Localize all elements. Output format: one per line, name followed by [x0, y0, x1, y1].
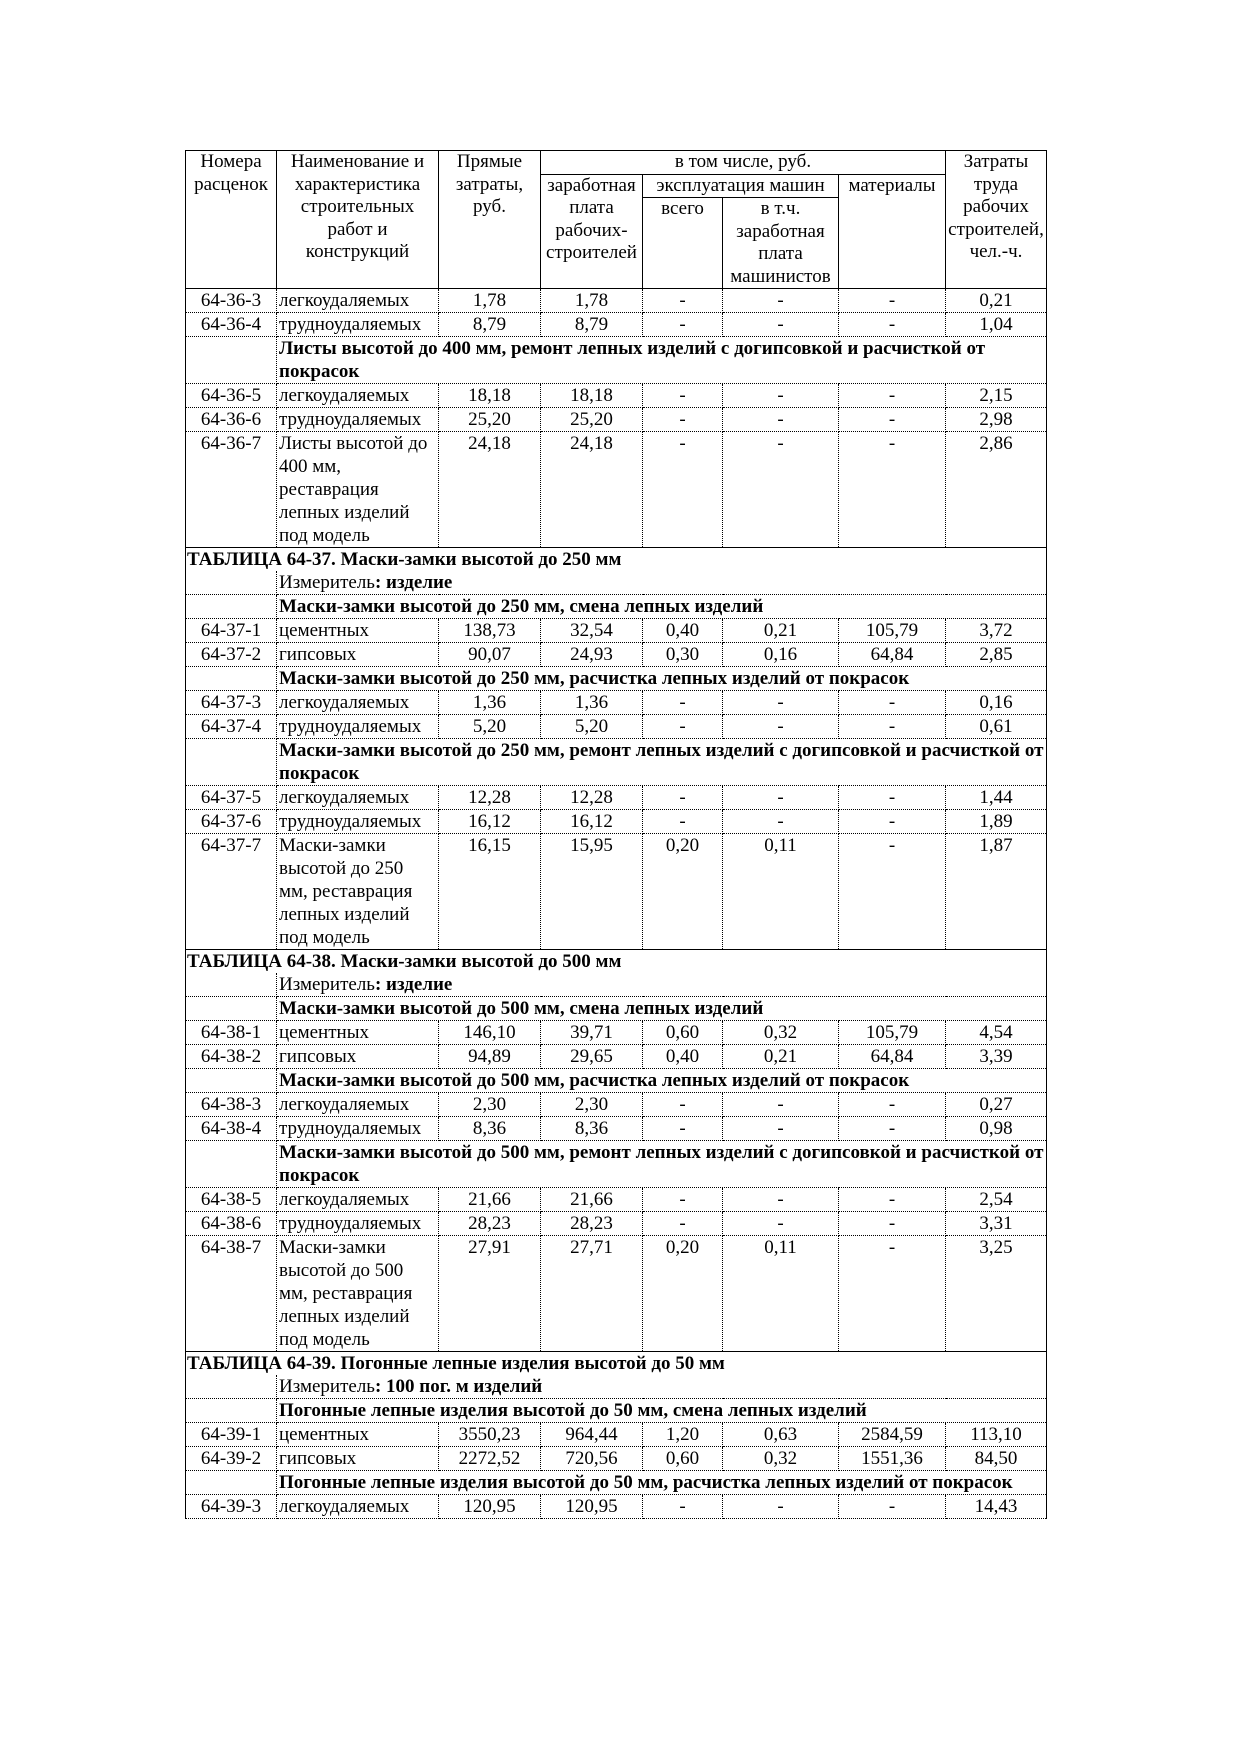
wage-value: 1,78 — [541, 289, 643, 313]
machinist-wage: - — [723, 1495, 839, 1519]
work-name: трудноудаляемых — [277, 1117, 439, 1141]
work-name: Маски-замки высотой до 250 мм, реставрация лепных изделий под модель — [277, 834, 439, 950]
table-row — [186, 1117, 1047, 1141]
wage-value: 29,65 — [541, 1045, 643, 1069]
machinist-wage: - — [723, 715, 839, 739]
direct-costs: 8,36 — [439, 1117, 541, 1141]
table-row — [186, 384, 1047, 408]
machines-total: 0,20 — [643, 1236, 723, 1352]
materials-value: - — [839, 834, 946, 950]
subsection-row — [186, 1069, 1047, 1093]
subsection-title: Погонные лепные изделия высотой до 50 мм, смена лепных изделий — [277, 1399, 1047, 1423]
materials-value: - — [839, 1188, 946, 1212]
wage-value: 8,79 — [541, 313, 643, 337]
rate-code: 64-39-1 — [186, 1423, 277, 1447]
machines-total: - — [643, 691, 723, 715]
machinist-wage: - — [723, 1188, 839, 1212]
labor-value: 14,43 — [946, 1495, 1047, 1519]
subsection-row — [186, 1141, 1047, 1188]
machinist-wage: - — [723, 408, 839, 432]
table-heading-row — [186, 950, 1047, 974]
labor-value: 1,89 — [946, 810, 1047, 834]
labor-value: 4,54 — [946, 1021, 1047, 1045]
work-name: трудноудаляемых — [277, 313, 439, 337]
materials-value: - — [839, 1117, 946, 1141]
direct-costs: 16,15 — [439, 834, 541, 950]
rate-code: 64-37-3 — [186, 691, 277, 715]
machines-total: - — [643, 1495, 723, 1519]
rate-code: 64-38-2 — [186, 1045, 277, 1069]
wage-value: 39,71 — [541, 1021, 643, 1045]
labor-value: 2,86 — [946, 432, 1047, 548]
measure-row — [186, 1375, 1047, 1399]
labor-value: 0,61 — [946, 715, 1047, 739]
subsection-code-cell — [186, 739, 277, 786]
work-name: трудноудаляемых — [277, 1212, 439, 1236]
subsection-code-cell — [186, 997, 277, 1021]
machinist-wage: - — [723, 313, 839, 337]
labor-value: 3,31 — [946, 1212, 1047, 1236]
direct-costs: 21,66 — [439, 1188, 541, 1212]
direct-costs: 16,12 — [439, 810, 541, 834]
measure-label: Измеритель — [279, 974, 375, 995]
table-body — [186, 289, 1047, 1519]
machines-total: - — [643, 786, 723, 810]
labor-value: 0,21 — [946, 289, 1047, 313]
rate-code: 64-36-4 — [186, 313, 277, 337]
direct-costs: 120,95 — [439, 1495, 541, 1519]
wage-value: 32,54 — [541, 619, 643, 643]
direct-costs: 25,20 — [439, 408, 541, 432]
rate-code: 64-37-4 — [186, 715, 277, 739]
rate-code: 64-38-6 — [186, 1212, 277, 1236]
measure-code-cell — [186, 1375, 277, 1399]
materials-value: - — [839, 1093, 946, 1117]
machinist-wage: 0,32 — [723, 1447, 839, 1471]
wage-value: 28,23 — [541, 1212, 643, 1236]
wage-value: 27,71 — [541, 1236, 643, 1352]
materials-value: - — [839, 432, 946, 548]
machinist-wage: - — [723, 1117, 839, 1141]
subsection-code-cell — [186, 337, 277, 384]
table-heading: ТАБЛИЦА 64-37. Маски-замки высотой до 250 мм — [186, 548, 1047, 572]
machines-total: 0,30 — [643, 643, 723, 667]
header-wage: заработная плата рабочих-строителей — [541, 174, 643, 289]
materials-value: 1551,36 — [839, 1447, 946, 1471]
direct-costs: 90,07 — [439, 643, 541, 667]
direct-costs: 2,30 — [439, 1093, 541, 1117]
subsection-code-cell — [186, 1471, 277, 1495]
wage-value: 12,28 — [541, 786, 643, 810]
rate-code: 64-37-2 — [186, 643, 277, 667]
table-row — [186, 1495, 1047, 1519]
labor-value: 113,10 — [946, 1423, 1047, 1447]
wage-value: 964,44 — [541, 1423, 643, 1447]
machinist-wage: 0,63 — [723, 1423, 839, 1447]
machines-total: - — [643, 715, 723, 739]
measure-unit — [277, 1375, 1047, 1399]
table-heading-row — [186, 548, 1047, 572]
labor-value: 1,04 — [946, 313, 1047, 337]
work-name: Листы высотой до 400 мм, реставрация лепных изделий под модель — [277, 432, 439, 548]
table-row — [186, 619, 1047, 643]
rate-code: 64-38-1 — [186, 1021, 277, 1045]
direct-costs: 2272,52 — [439, 1447, 541, 1471]
table-heading-row — [186, 1352, 1047, 1376]
subsection-code-cell — [186, 667, 277, 691]
subsection-row — [186, 595, 1047, 619]
machinist-wage: 0,21 — [723, 619, 839, 643]
direct-costs: 24,18 — [439, 432, 541, 548]
direct-costs: 28,23 — [439, 1212, 541, 1236]
wage-value: 8,36 — [541, 1117, 643, 1141]
table-row — [186, 691, 1047, 715]
machinist-wage: - — [723, 289, 839, 313]
work-name: легкоудаляемых — [277, 1093, 439, 1117]
labor-value: 0,27 — [946, 1093, 1047, 1117]
work-name: Маски-замки высотой до 500 мм, реставрация лепных изделий под модель — [277, 1236, 439, 1352]
header-machines-total: всего — [643, 198, 723, 289]
machines-total: 0,40 — [643, 1045, 723, 1069]
subsection-title: Маски-замки высотой до 250 мм, смена лепных изделий — [277, 595, 1047, 619]
direct-costs: 1,36 — [439, 691, 541, 715]
direct-costs: 27,91 — [439, 1236, 541, 1352]
table-row — [186, 1447, 1047, 1471]
rate-code: 64-37-5 — [186, 786, 277, 810]
direct-costs: 12,28 — [439, 786, 541, 810]
machinist-wage: 0,32 — [723, 1021, 839, 1045]
rate-code: 64-37-6 — [186, 810, 277, 834]
measure-label: Измеритель — [279, 572, 375, 593]
subsection-title: Маски-замки высотой до 500 мм, расчистка лепных изделий от покрасок — [277, 1069, 1047, 1093]
subsection-code-cell — [186, 1399, 277, 1423]
materials-value: 2584,59 — [839, 1423, 946, 1447]
header-labor-costs: Затраты труда рабочих строителей, чел.-ч. — [946, 151, 1047, 289]
header-direct-costs: Прямые затраты, руб. — [439, 151, 541, 289]
wage-value: 720,56 — [541, 1447, 643, 1471]
direct-costs: 3550,23 — [439, 1423, 541, 1447]
table-row — [186, 1045, 1047, 1069]
machines-total: - — [643, 1093, 723, 1117]
rate-code: 64-39-2 — [186, 1447, 277, 1471]
materials-value: - — [839, 1495, 946, 1519]
subsection-title: Маски-замки высотой до 250 мм, ремонт лепных изделий с догипсовкой и расчисткой от покрасок — [277, 739, 1047, 786]
machines-total: - — [643, 408, 723, 432]
rate-code: 64-36-5 — [186, 384, 277, 408]
rate-code: 64-38-4 — [186, 1117, 277, 1141]
materials-value: - — [839, 810, 946, 834]
materials-value: - — [839, 289, 946, 313]
table-row — [186, 715, 1047, 739]
work-name: легкоудаляемых — [277, 691, 439, 715]
rate-code: 64-39-3 — [186, 1495, 277, 1519]
table-row — [186, 834, 1047, 950]
work-name: гипсовых — [277, 1045, 439, 1069]
direct-costs: 18,18 — [439, 384, 541, 408]
table-row — [186, 786, 1047, 810]
materials-value: 105,79 — [839, 619, 946, 643]
table-row — [186, 1021, 1047, 1045]
rate-code: 64-38-7 — [186, 1236, 277, 1352]
header-machinist-wage: в т.ч. заработная плата машинистов — [723, 198, 839, 289]
materials-value: 64,84 — [839, 1045, 946, 1069]
machinist-wage: 0,21 — [723, 1045, 839, 1069]
rate-code: 64-36-3 — [186, 289, 277, 313]
subsection-row — [186, 337, 1047, 384]
rate-code: 64-37-7 — [186, 834, 277, 950]
work-name: цементных — [277, 619, 439, 643]
machinist-wage: 0,16 — [723, 643, 839, 667]
header-code: Номера расценок — [186, 151, 277, 289]
table-row — [186, 1093, 1047, 1117]
machinist-wage: - — [723, 1212, 839, 1236]
measure-code-cell — [186, 571, 277, 595]
wage-value: 18,18 — [541, 384, 643, 408]
machinist-wage: - — [723, 691, 839, 715]
measure-unit — [277, 973, 1047, 997]
header-materials: материалы — [839, 174, 946, 289]
rate-code: 64-36-6 — [186, 408, 277, 432]
machinist-wage: 0,11 — [723, 834, 839, 950]
work-name: цементных — [277, 1021, 439, 1045]
wage-value: 2,30 — [541, 1093, 643, 1117]
machines-total: - — [643, 313, 723, 337]
machines-total: 0,20 — [643, 834, 723, 950]
table-row — [186, 1188, 1047, 1212]
machines-total: - — [643, 810, 723, 834]
table-row — [186, 1423, 1047, 1447]
measure-row — [186, 973, 1047, 997]
labor-value: 1,44 — [946, 786, 1047, 810]
header-name: Наименование и характеристика строительных работ и конструкций — [277, 151, 439, 289]
direct-costs: 146,10 — [439, 1021, 541, 1045]
work-name: трудноудаляемых — [277, 715, 439, 739]
wage-value: 24,18 — [541, 432, 643, 548]
work-name: цементных — [277, 1423, 439, 1447]
labor-value: 2,54 — [946, 1188, 1047, 1212]
materials-value: - — [839, 715, 946, 739]
table-row — [186, 1212, 1047, 1236]
machines-total: 0,40 — [643, 619, 723, 643]
materials-value: - — [839, 384, 946, 408]
subsection-title: Листы высотой до 400 мм, ремонт лепных изделий с догипсовкой и расчисткой от покрасок — [277, 337, 1047, 384]
measure-value: : изделие — [374, 572, 453, 593]
wage-value: 24,93 — [541, 643, 643, 667]
table-row — [186, 313, 1047, 337]
subsection-code-cell — [186, 1141, 277, 1188]
machinist-wage: - — [723, 786, 839, 810]
subsection-title: Маски-замки высотой до 250 мм, расчистка лепных изделий от покрасок — [277, 667, 1047, 691]
table-heading: ТАБЛИЦА 64-38. Маски-замки высотой до 500 мм — [186, 950, 1047, 974]
measure-label: Измеритель — [279, 1376, 375, 1397]
rate-code: 64-38-3 — [186, 1093, 277, 1117]
machines-total: - — [643, 289, 723, 313]
labor-value: 1,87 — [946, 834, 1047, 950]
rate-code: 64-36-7 — [186, 432, 277, 548]
subsection-row — [186, 739, 1047, 786]
table-row — [186, 810, 1047, 834]
wage-value: 15,95 — [541, 834, 643, 950]
materials-value: - — [839, 1236, 946, 1352]
rate-code: 64-37-1 — [186, 619, 277, 643]
materials-value: - — [839, 313, 946, 337]
direct-costs: 1,78 — [439, 289, 541, 313]
table-row — [186, 1236, 1047, 1352]
measure-row — [186, 571, 1047, 595]
materials-value: - — [839, 1212, 946, 1236]
machinist-wage: 0,11 — [723, 1236, 839, 1352]
subsection-row — [186, 667, 1047, 691]
direct-costs: 5,20 — [439, 715, 541, 739]
labor-value: 2,85 — [946, 643, 1047, 667]
labor-value: 0,16 — [946, 691, 1047, 715]
labor-value: 3,39 — [946, 1045, 1047, 1069]
wage-value: 1,36 — [541, 691, 643, 715]
materials-value: - — [839, 691, 946, 715]
labor-value: 3,25 — [946, 1236, 1047, 1352]
machines-total: 1,20 — [643, 1423, 723, 1447]
direct-costs: 8,79 — [439, 313, 541, 337]
machinist-wage: - — [723, 1093, 839, 1117]
table-row — [186, 289, 1047, 313]
work-name: трудноудаляемых — [277, 810, 439, 834]
measure-unit — [277, 571, 1047, 595]
subsection-row — [186, 1471, 1047, 1495]
subsection-row — [186, 997, 1047, 1021]
machines-total: - — [643, 432, 723, 548]
materials-value: - — [839, 408, 946, 432]
labor-value: 2,98 — [946, 408, 1047, 432]
labor-value: 84,50 — [946, 1447, 1047, 1471]
materials-value: - — [839, 786, 946, 810]
subsection-title: Маски-замки высотой до 500 мм, ремонт лепных изделий с догипсовкой и расчисткой от покрасок — [277, 1141, 1047, 1188]
table-row — [186, 408, 1047, 432]
wage-value: 5,20 — [541, 715, 643, 739]
rates-table — [185, 150, 1047, 1519]
work-name: легкоудаляемых — [277, 289, 439, 313]
materials-value: 105,79 — [839, 1021, 946, 1045]
machines-total: 0,60 — [643, 1021, 723, 1045]
measure-value: : 100 пог. м изделий — [374, 1376, 543, 1397]
labor-value: 0,98 — [946, 1117, 1047, 1141]
materials-value: 64,84 — [839, 643, 946, 667]
machinist-wage: - — [723, 384, 839, 408]
direct-costs: 138,73 — [439, 619, 541, 643]
labor-value: 2,15 — [946, 384, 1047, 408]
labor-value: 3,72 — [946, 619, 1047, 643]
machinist-wage: - — [723, 432, 839, 548]
subsection-code-cell — [186, 1069, 277, 1093]
machines-total: 0,60 — [643, 1447, 723, 1471]
header-including: в том числе, руб. — [541, 151, 946, 175]
wage-value: 120,95 — [541, 1495, 643, 1519]
subsection-code-cell — [186, 595, 277, 619]
wage-value: 25,20 — [541, 408, 643, 432]
machinist-wage: - — [723, 810, 839, 834]
table-row — [186, 432, 1047, 548]
machines-total: - — [643, 1117, 723, 1141]
subsection-title: Погонные лепные изделия высотой до 50 мм, расчистка лепных изделий от покрасок — [277, 1471, 1047, 1495]
machines-total: - — [643, 1188, 723, 1212]
measure-code-cell — [186, 973, 277, 997]
machines-total: - — [643, 1212, 723, 1236]
work-name: легкоудаляемых — [277, 1188, 439, 1212]
work-name: гипсовых — [277, 643, 439, 667]
work-name: легкоудаляемых — [277, 786, 439, 810]
subsection-title: Маски-замки высотой до 500 мм, смена лепных изделий — [277, 997, 1047, 1021]
machines-total: - — [643, 384, 723, 408]
measure-value: : изделие — [374, 974, 453, 995]
header-machines: эксплуатация машин — [643, 174, 839, 198]
subsection-row — [186, 1399, 1047, 1423]
wage-value: 21,66 — [541, 1188, 643, 1212]
work-name: легкоудаляемых — [277, 1495, 439, 1519]
table-heading: ТАБЛИЦА 64-39. Погонные лепные изделия высотой до 50 мм — [186, 1352, 1047, 1376]
rate-code: 64-38-5 — [186, 1188, 277, 1212]
work-name: легкоудаляемых — [277, 384, 439, 408]
direct-costs: 94,89 — [439, 1045, 541, 1069]
work-name: гипсовых — [277, 1447, 439, 1471]
work-name: трудноудаляемых — [277, 408, 439, 432]
table-row — [186, 643, 1047, 667]
wage-value: 16,12 — [541, 810, 643, 834]
